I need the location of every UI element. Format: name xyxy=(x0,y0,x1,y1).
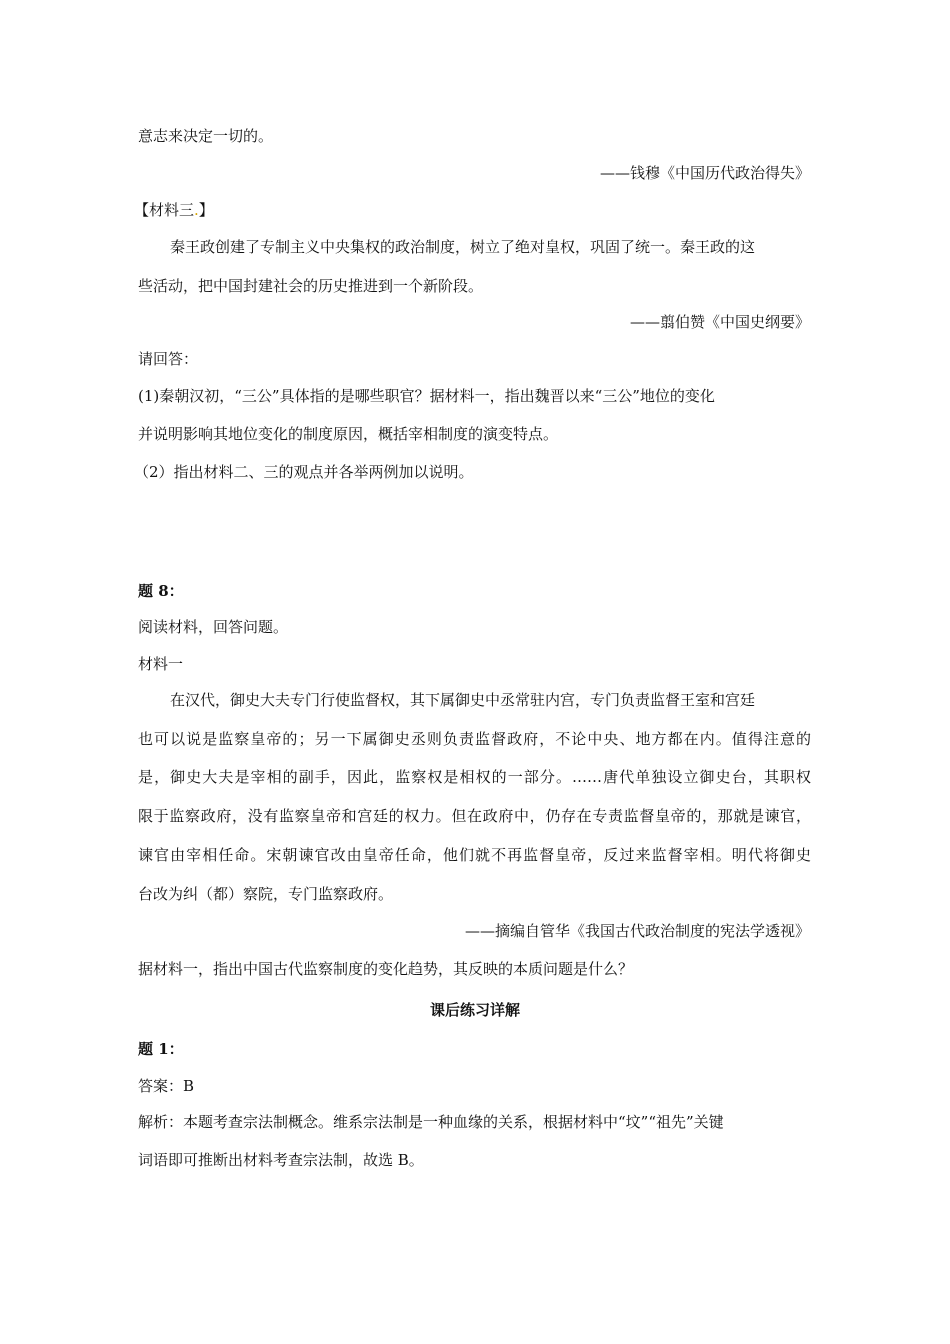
material3-label xyxy=(134,200,214,220)
continuation-text: 意志来决定一切的。 xyxy=(138,127,274,145)
source-jian-bozan: ——翦伯赞《中国史纲要》 xyxy=(629,313,810,331)
problem8-text-line3: 是，御史大夫是宰相的副手，因此，监察权是相权的一部分。……唐代单独设立御史台，其职权 xyxy=(138,768,811,786)
problem8-title: 题 8： xyxy=(138,582,184,600)
answer1-analysis-line1: 解析：本题考查宗法制概念。维系宗法制是一种血缘的关系，根据材料中“坟”“祖先”关键 xyxy=(138,1113,724,1131)
answer1-answer: 答案：B xyxy=(138,1077,195,1095)
problem8-source: ——摘编自管华《我国古代政治制度的宪法学透视》 xyxy=(464,922,810,940)
problem8-material-label: 材料一 xyxy=(138,655,184,673)
problem8-question: 据材料一，指出中国古代监察制度的变化趋势，其反映的本质问题是什么？ xyxy=(138,960,634,978)
material3-text-line2: 些活动，把中国封建社会的历史推进到一个新阶段。 xyxy=(138,277,484,295)
problem8-text-line4: 限于监察政府，没有监察皇帝和宫廷的权力。但在政府中，仍存在专责监督皇帝的，那就是谏官， xyxy=(138,807,811,825)
question-prompt: 请回答： xyxy=(138,350,199,368)
answer1-analysis-line2: 词语即可推断出材料考查宗法制，故选 B。 xyxy=(138,1151,424,1169)
question1-line2: 并说明影响其地位变化的制度原因，概括宰相制度的演变特点。 xyxy=(138,425,559,443)
question1-line1: (1)秦朝汉初，“三公”具体指的是哪些职官？据材料一，指出魏晋以来“三公”地位的变化 xyxy=(138,387,715,405)
question2: （2）指出材料二、三的观点并各举两例加以说明。 xyxy=(134,463,474,481)
material3-label-text: 【材料三 xyxy=(134,201,195,219)
answer1-title: 题 1： xyxy=(138,1040,184,1058)
problem8-text-line6: 台改为纠（都）察院，专门监察政府。 xyxy=(138,885,394,903)
problem8-text-line5: 谏官由宰相任命。宋朝谏官改由皇帝任命，他们就不再监督皇帝，反过来监督宰相。明代将御史 xyxy=(138,846,811,864)
answers-heading: 课后练习详解 xyxy=(429,1001,520,1019)
problem8-instruction: 阅读材料，回答问题。 xyxy=(138,618,289,636)
problem8-text-line2: 也可以说是监察皇帝的；另一下属御史丞则负责监督政府，不论中央、地方都在内。值得注意的 xyxy=(138,730,811,748)
material3-label-dot: . xyxy=(194,201,199,219)
material3-text-line1: 秦王政创建了专制主义中央集权的政治制度，树立了绝对皇权，巩固了统一。秦王政的这 xyxy=(170,238,756,256)
source-qianmu: ——钱穆《中国历代政治得失》 xyxy=(599,164,810,182)
problem8-text-line1: 在汉代，御史大夫专门行使监督权，其下属御史中丞常驻内宫，专门负责监督王室和宫廷 xyxy=(170,691,756,709)
material3-label-end: 】 xyxy=(198,201,214,219)
